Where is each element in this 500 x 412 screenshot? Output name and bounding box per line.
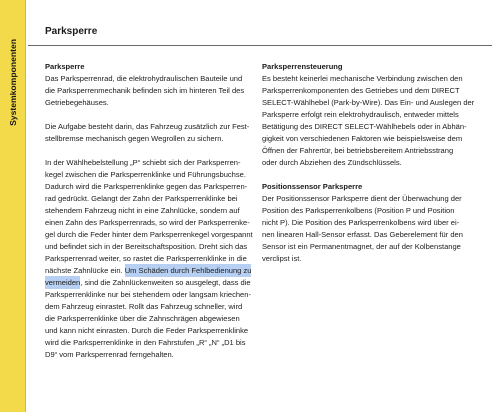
paragraph <box>262 73 490 169</box>
text-selection-highlight: Um Schäden durch Fehlbedienung zu <box>124 266 252 275</box>
text-line: nicht P). Die Position des Parksperrenkolbens wird über ei- <box>262 218 460 227</box>
text-line: Parksperrenrad weiter, so rastet die Parksperrenklinke in die <box>45 254 247 263</box>
text-segment: nächste Zahnlücke ein. <box>45 266 125 275</box>
text-line: dem Fahrzeug einrastet. Rollt das Fahrzeug schneller, wird <box>45 302 243 311</box>
text-line <box>45 277 257 289</box>
text-line: SELECT-Wählhebel (Park-by-Wire). Das Ein- und Auslegen der <box>262 98 475 107</box>
text-line: Betätigung des DIRECT SELECT-Wählhebels oder in Abhän- <box>262 122 467 131</box>
text-selection-highlight: vermeiden <box>45 278 81 287</box>
section-heading: Positionssensor Parksperre <box>262 182 363 191</box>
text-line: wird die Parksperrenklinke in den Fahrstufen „R“ „N“ „D1 bis <box>45 338 246 347</box>
text-line: Der Positionssensor Parksperre dient der Überwachung der <box>262 194 462 203</box>
text-line: die Parksperrenklinke über die Zahnschrägen abgewiesen <box>45 314 240 323</box>
text-line: Das Parksperrenrad, die elektrohydraulischen Bauteile und <box>45 74 243 83</box>
header-divider <box>28 45 492 46</box>
paragraph <box>262 193 490 265</box>
right-column <box>262 61 490 265</box>
paragraph <box>45 121 257 145</box>
text-line: nen linearen Hall-Sensor erfasst. Das Geberelement für den <box>262 230 463 239</box>
left-column <box>45 61 257 361</box>
text-line: Parksperrenkomponenten des Getriebes und dem DIRECT <box>262 86 460 95</box>
text-line: rad gedrückt. Gelangt der Zahn der Parksperrenklinke bei <box>45 194 238 203</box>
text-segment: , sind die Zahnlückenweiten so ausgelegt, dass die <box>80 278 251 287</box>
text-line: kegel zwischen die Parksperrenklinke und Führungsbuchse. <box>45 170 246 179</box>
text-line: Getriebegehäuses. <box>45 98 109 107</box>
text-line: D9“ vom Parksperrenrad ferngehalten. <box>45 350 174 359</box>
paragraph <box>45 157 257 361</box>
text-line: Position des Parksperrenkolbens (Position P und Position <box>262 206 455 215</box>
text-line: und befindet sich in der Bereitschaftsposition. Dreht sich das <box>45 242 248 251</box>
text-line: stehendem Fahrzeug nicht in eine Zahnlücke, sondern auf <box>45 206 240 215</box>
text-line: gel durch die Feder hinter dem Parksperrenkegel vorgespannt <box>45 230 253 239</box>
text-line: verclipst ist. <box>262 254 302 263</box>
text-line: Die Aufgabe besteht darin, das Fahrzeug zusätzlich zur Fest- <box>45 122 250 131</box>
text-line: In der Wählhebelstellung „P“ schiebt sich der Parksperren- <box>45 158 241 167</box>
text-line: Es besteht keinerlei mechanische Verbindung zwischen den <box>262 74 463 83</box>
text-line: und kann nicht einrasten. Durch die Feder Parksperrenklinke <box>45 326 249 335</box>
text-line: oder durch Abziehen des Zündschlüssels. <box>262 158 402 167</box>
text-line: stellbremse mechanisch gegen Wegrollen zu sichern. <box>45 134 224 143</box>
page-title: Parksperre <box>45 26 98 37</box>
text-line: Parksperrenklinke nur bei stehendem oder langsam kriechen- <box>45 290 251 299</box>
text-line: gigkeit von verschiedenen Faktoren wie beispielsweise dem <box>262 134 463 143</box>
section-heading: Parksperre <box>45 62 85 71</box>
text-line: Dadurch wird die Parksperrenklinke gegen das Parksperren- <box>45 182 248 191</box>
section-heading: Parksperrensteuerung <box>262 62 343 71</box>
text-line: Öffnen der Fahrertür, bei betriebsbereitem Antriebsstrang <box>262 146 454 155</box>
text-line: Sensor ist ein Permanentmagnet, der auf der Kolbenstange <box>262 242 461 251</box>
paragraph <box>45 73 257 109</box>
text-line: die Parksperrenmechanik befinden sich im hinteren Teil des <box>45 86 245 95</box>
side-tab-label: Systemkomponenten <box>8 39 18 126</box>
side-tab <box>0 0 26 412</box>
text-line: Parksperre erfolgt rein elektrohydraulisch, entweder mittels <box>262 110 459 119</box>
text-line: einen Zahn des Parksperrenrads, so wird der Parksperrenke- <box>45 218 250 227</box>
